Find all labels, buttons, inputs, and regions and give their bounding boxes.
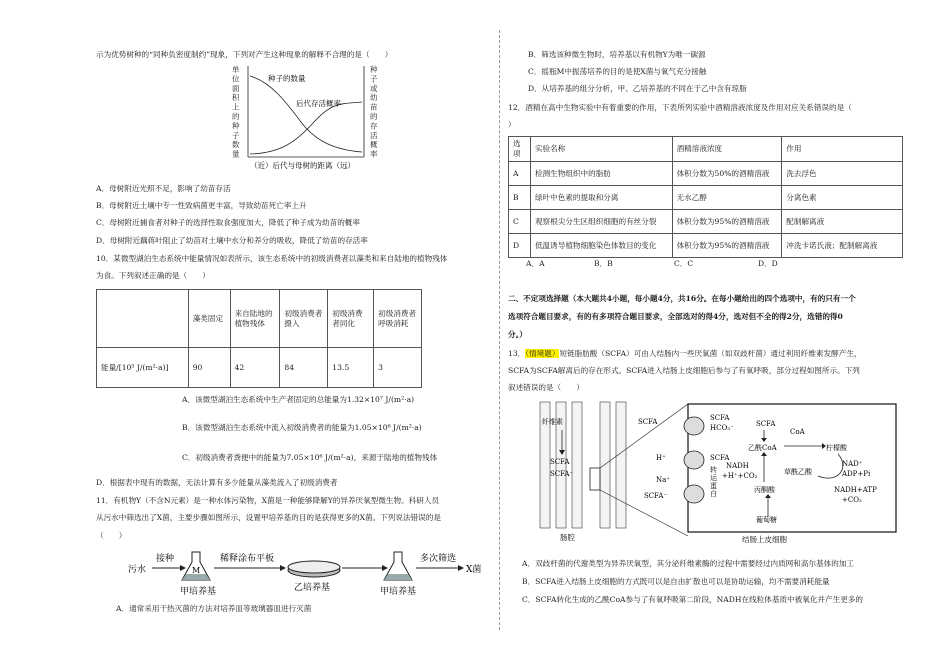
y-left-label-char: 单 xyxy=(232,65,240,74)
q12-table xyxy=(508,136,903,258)
table-cell: 体积分数为50%的酒精溶液 xyxy=(672,162,782,186)
q10-option-d: D．根据表中现有的数据，无法计算有多少能量从藻类流入了初级消费者 xyxy=(96,478,338,487)
curve1-label: 种子的数量 xyxy=(268,74,306,83)
q12-choice-d: D．D xyxy=(758,259,778,268)
membrane-protein-1 xyxy=(684,417,704,435)
x-axis-label: （近）后代与母树的距离（远） xyxy=(250,161,355,170)
transport-protein-char: 运 xyxy=(710,474,717,482)
q9-option-d: D．母树附近藕蒋叶阻止了幼苗对土壤中水分和养分的吸收，降低了幼苗的存活率 xyxy=(96,236,368,245)
table-cell: 选项 xyxy=(509,137,531,162)
y-left-label-char: 量 xyxy=(232,149,240,159)
q12-line1: 12．酒精在高中生物实验中有着重要的作用，下表所列实验中酒精溶液浓度及作用对应关系错误的是（ xyxy=(508,103,852,112)
transport-protein-label xyxy=(710,465,718,498)
table-cell: 42 xyxy=(230,348,280,388)
lumen-label: 肠腔 xyxy=(560,533,575,542)
y-left-label-char: 的 xyxy=(232,112,240,121)
oxaloacetate-label: 草酰乙酸 xyxy=(784,468,812,476)
q13-line1: 13．（情境题）短链脂肪酸（SCFA）可由人结肠内一些厌氧菌（如双歧杆菌）通过利用纤维素发酵产生， xyxy=(508,349,862,358)
scfa-out-1: SCFA xyxy=(710,414,730,422)
q13-line2: SCFA为SCFA解离后的存在形式。SCFA进入结肠上皮细胞后参与了有氧呼吸，部分过程如图所示。下列 xyxy=(508,366,860,375)
table-cell: 绿叶中色素的提取和分离 xyxy=(530,186,672,210)
section2-line3: 分。） xyxy=(508,330,527,339)
scfa-pool: SCFA xyxy=(756,420,776,428)
section2-line1: 二、不定项选择题（本大题共4小题，每小题4分，共16分。在每小题给出的四个选项中，有的只有一个 xyxy=(508,294,856,303)
table-row xyxy=(509,162,903,186)
table-cell: 初级消费者同化 xyxy=(328,290,374,348)
q12-choice-b: B．B xyxy=(594,259,613,268)
q9-option-b: B．母树附近土壤中专一性致病菌更丰富，导致幼苗死亡率上升 xyxy=(96,201,307,210)
pyruvate-label: 丙酮酸 xyxy=(754,486,775,494)
coa-label: CoA xyxy=(790,428,805,436)
y-left-label-char: 子 xyxy=(232,130,240,140)
q10-line2: 为食。下列叙述正确的是（ ） xyxy=(96,271,210,280)
table-cell: 配制解离液 xyxy=(782,210,903,234)
medium3-label: 甲培养基 xyxy=(380,587,417,597)
q9-option-c: C．母树附近捕食者对种子的选择性取食强度加大，降低了种子成为幼苗的概率 xyxy=(96,218,360,227)
y-right-label-char: 或 xyxy=(370,83,378,93)
table-row-label: 能量/[10⁵ J/(m²·a)] xyxy=(97,348,189,388)
q10-energy-table xyxy=(96,289,422,388)
transport-protein-char: 蛋 xyxy=(710,482,717,490)
table-cell: 分离色素 xyxy=(782,186,903,210)
q12-line2: ） xyxy=(508,120,516,129)
scfa-out-2: SCFA xyxy=(710,454,730,462)
table-cell: 初级消费者呼吸消耗 xyxy=(374,290,422,348)
table-cell xyxy=(97,290,189,348)
cell-label: 结肠上皮细胞 xyxy=(742,535,787,544)
scfa-minus-in: SCFA⁻ xyxy=(644,492,668,500)
right-column xyxy=(508,0,913,672)
y-right-label xyxy=(370,64,378,159)
section2-line2: 选项符合题目要求，有的有多项符合题目要求，全部选对的得4分，选对但不全的得2分，选错的得0 xyxy=(508,312,843,321)
citric-acid-label: 柠檬酸 xyxy=(826,444,847,452)
y-left-label-char: 上 xyxy=(232,102,240,112)
source-label: 污水 xyxy=(128,565,147,575)
hco3-label: HCO₃⁻ xyxy=(710,424,734,432)
table-row xyxy=(97,348,422,388)
q11-flow-diagram xyxy=(128,546,488,602)
table-cell: 实验名称 xyxy=(530,137,672,162)
scfa-minus-label: SCFA⁻ xyxy=(550,470,574,478)
left-column xyxy=(96,0,488,672)
table-cell: 体积分数为95%的酒精溶液 xyxy=(672,210,782,234)
y-right-label-char: 种 xyxy=(370,65,378,74)
q12-choice-c: C．C xyxy=(674,259,694,268)
table-cell: 84 xyxy=(280,348,328,388)
glucose-label: 葡萄糖 xyxy=(756,516,777,524)
q11-line2: 从污水中筛选出了X菌，主要步骤如图所示，设置甲培养基的目的是获得更多的X菌。下列说法错误的是 xyxy=(96,513,441,522)
table-cell: B xyxy=(509,186,531,210)
table-cell: 低温诱导植物细胞染色体数目的变化 xyxy=(530,234,672,258)
step3-label: 多次筛选 xyxy=(420,554,457,564)
scfa-in-1: SCFA xyxy=(638,418,658,426)
zoom-box xyxy=(590,468,600,490)
table-cell: 检测生物组织中的脂肪 xyxy=(530,162,672,186)
y-right-label-char: 率 xyxy=(370,149,378,159)
transport-protein-char: 转 xyxy=(710,466,717,474)
scfa-label: SCFA xyxy=(550,458,570,466)
table-cell: 洗去浮色 xyxy=(782,162,903,186)
y-left-label-char: 种 xyxy=(232,121,240,131)
table-cell: 酒精溶液浓度 xyxy=(672,137,782,162)
step1-label: 接种 xyxy=(156,554,175,564)
table-cell: 无水乙醇 xyxy=(672,186,782,210)
table-cell: 观察根尖分生区组织细胞的有丝分裂 xyxy=(530,210,672,234)
y-left-label-char: 数 xyxy=(232,140,240,150)
q11-option-d: D．从培养基的组分分析，甲、乙培养基的不同在于乙中含有琼脂 xyxy=(528,84,747,93)
y-right-label-char: 存 xyxy=(370,121,378,131)
table-row xyxy=(509,186,903,210)
acetyl-coa-label: 乙酰CoA xyxy=(748,444,777,452)
table-cell: C xyxy=(509,210,531,234)
q13-line3: 叙述错误的是（ ） xyxy=(508,383,584,392)
table-cell: 体积分数为95%的酒精溶液 xyxy=(672,234,782,258)
q13-tag: （情境题） xyxy=(525,349,560,358)
q9-graph xyxy=(226,62,486,172)
nadh-atp: NADH+ATP xyxy=(834,486,877,494)
table-cell: 13.5 xyxy=(328,348,374,388)
fiber-label: 纤维素 xyxy=(542,418,563,426)
q12-choice-a: A．A xyxy=(526,259,545,268)
q9-intro: 示为优势树种的“同种负密度制约”现象，下列对产生这种现象的解释不合理的是（ ） xyxy=(96,50,393,59)
q13-diagram xyxy=(538,398,903,546)
nadh-left: NADH xyxy=(726,462,749,470)
q13-text1: 短链脂肪酸（SCFA）可由人结肠内一些厌氧菌（如双歧杆菌）通过利用纤维素发酵产生， xyxy=(559,349,862,358)
table-cell: 90 xyxy=(188,348,230,388)
na-plus-label: Na⁺ xyxy=(656,476,670,484)
table-cell: 冲洗卡诺氏液；配制解离液 xyxy=(782,234,903,258)
y-left-label-char: 面 xyxy=(232,83,240,93)
adp-pi: ADP+Pi xyxy=(842,470,871,478)
y-right-label-char: 苗 xyxy=(370,102,378,112)
q11-option-c: C．摇瓶M中振荡培养的目的是使X菌与氧气充分接触 xyxy=(528,67,707,76)
q11-line3: （ ） xyxy=(96,531,127,540)
q10-option-a: A．该微型湖泊生态系统中生产者固定的总能量为1.32×10⁷ J/(m²·a) xyxy=(182,395,415,404)
medium1-label: 甲培养基 xyxy=(180,587,217,597)
result-label: X菌 xyxy=(466,565,482,575)
table-header-row xyxy=(97,290,422,348)
q13-option-b: B．SCFA进入结肠上皮细胞的方式既可以是自由扩散也可以是协助运输，均不需要消耗能量 xyxy=(522,577,830,586)
seed-count-curve xyxy=(250,76,362,152)
y-right-label-char: 的 xyxy=(370,112,378,121)
table-cell: 藻类固定 xyxy=(188,290,230,348)
q13-option-c: C．SCFA转化生成的乙酰CoA参与了有氧呼吸第二阶段，NADH在线粒体基质中被氧化并产生更多的 xyxy=(522,595,863,604)
table-cell: D xyxy=(509,234,531,258)
q11-line1: 11．有机物Y（不含N元素）是一种水体污染物，X菌是一种能够降解Y的异养厌氧型微生物。科研人员 xyxy=(96,496,440,505)
y-right-label-char: 活 xyxy=(370,130,378,140)
flask-letter: M xyxy=(192,566,201,575)
table-cell: A xyxy=(509,162,531,186)
y-right-label-char: 子 xyxy=(370,74,378,84)
table-cell: 作用 xyxy=(782,137,903,162)
co2-label: +CO₂ xyxy=(842,496,862,504)
q11-option-a: A．通常采用干热灭菌的方法对培养皿等玻璃器皿进行灭菌 xyxy=(116,604,312,613)
table-cell: 初级消费者摄入 xyxy=(280,290,328,348)
nad-plus: NAD⁺ xyxy=(842,460,863,468)
curve2-label: 后代存活概率 xyxy=(296,99,341,108)
medium2-label: 乙培养基 xyxy=(294,583,331,593)
step2-label: 稀释涂布平板 xyxy=(220,554,275,564)
y-right-label-char: 概 xyxy=(370,140,378,150)
table-row xyxy=(509,210,903,234)
y-left-label-char: 积 xyxy=(232,93,240,103)
table-row xyxy=(509,234,903,258)
q10-line1: 10．某微型湖泊生态系统中能量情况如表所示，该生态系统中的初级消费者以藻类和来自陆地的植物残体 xyxy=(96,254,448,263)
q11-option-b: B．筛选该种微生物时，培养基以有机物Y为唯一碳源 xyxy=(528,50,706,59)
transport-protein-char: 白 xyxy=(710,490,717,498)
y-left-label-char: 位 xyxy=(232,74,240,84)
q13-option-a: A．双歧杆菌的代谢类型为异养厌氧型，其分泌纤维素酶的过程中需要经过内质网和高尔基体的加工 xyxy=(522,559,855,568)
table-cell: 来自陆地的植物残体 xyxy=(230,290,280,348)
table-cell: 3 xyxy=(374,348,422,388)
h-co2: +H⁺+CO₂ xyxy=(722,472,758,480)
q9-option-a: A．母树附近光照不足，影响了幼苗存活 xyxy=(96,184,231,193)
q10-option-c: C．初级消费者粪便中的能量为7.05×10⁶ J/(m²·a)，来源于陆地的植物残体 xyxy=(182,453,438,462)
h-plus-label: H⁺ xyxy=(656,454,666,462)
table-header-row xyxy=(509,137,903,162)
y-left-label xyxy=(232,64,240,159)
q10-option-b: B．该微型湖泊生态系统中流入初级消费者的能量为1.05×10⁶ J/(m²·a) xyxy=(182,423,422,432)
y-right-label-char: 幼 xyxy=(370,93,378,103)
column-divider xyxy=(499,30,500,630)
membrane-protein-2 xyxy=(684,451,704,469)
membrane-protein-3 xyxy=(684,485,704,503)
